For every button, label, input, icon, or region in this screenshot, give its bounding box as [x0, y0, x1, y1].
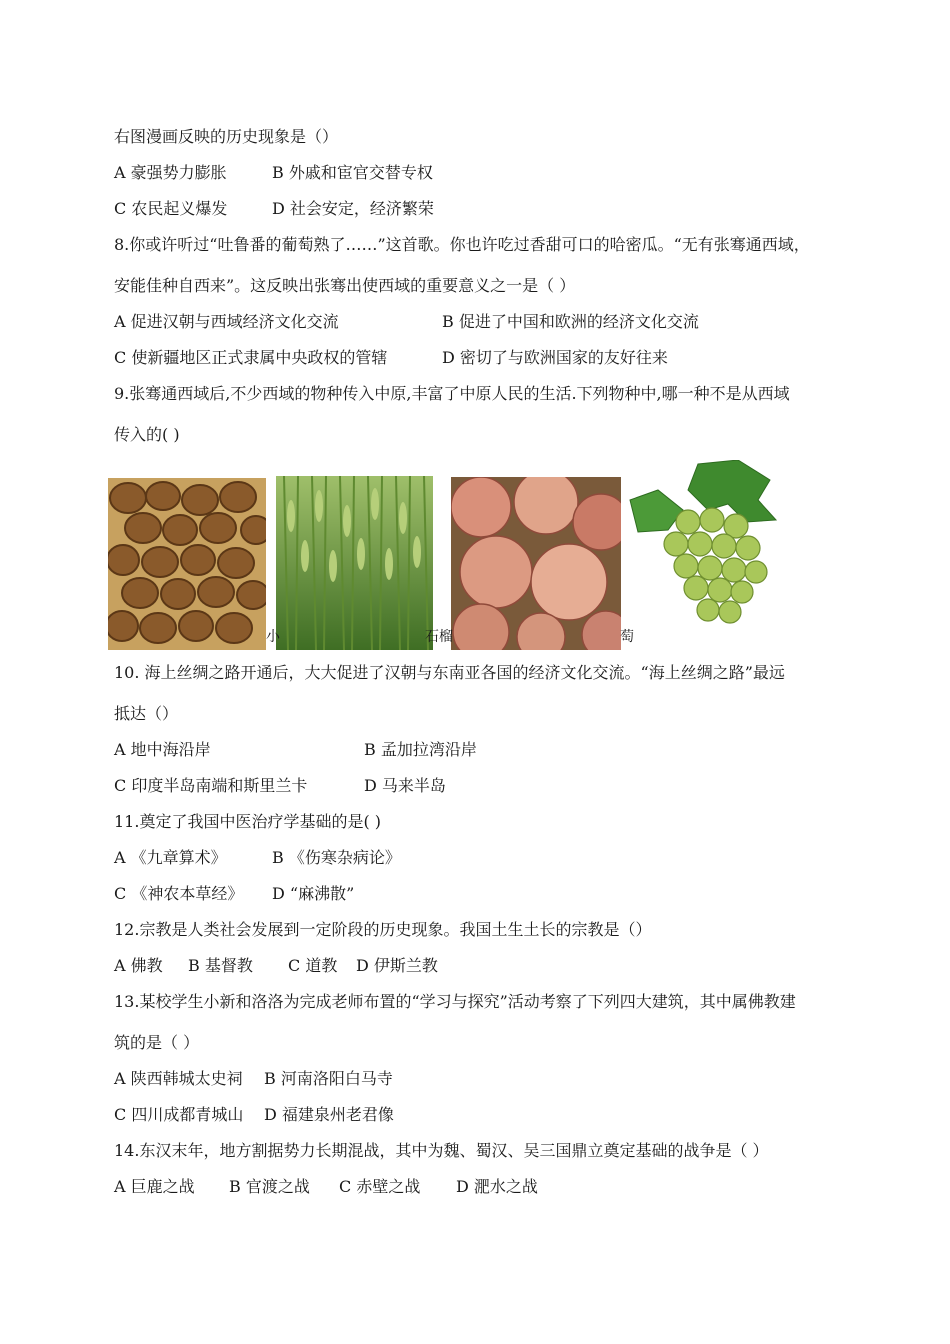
q8-option-a: A 促进汉朝与西域经济文化交流	[114, 312, 339, 331]
q10-option-d: D 马来半岛	[364, 776, 446, 795]
q8-stem-line2: 安能佳种自西来”。这反映出张骞出使西域的重要意义之一是（ ）	[114, 276, 576, 295]
q9-stem-line1: 9.张骞通西域后,不少西域的物种传入中原,丰富了中原人民的生活.下列物种中,哪一种不是从西域	[114, 384, 790, 403]
q8-option-c: C 使新疆地区正式隶属中央政权的管辖	[114, 348, 388, 367]
caption-pomegranate: 石榴	[425, 629, 453, 645]
q8-stem-line1: 8.你或许听过“吐鲁番的葡萄熟了……”这首歌。你也许吃过香甜可口的哈密瓜。“无有张骞通西域，	[114, 235, 810, 254]
q12-option-b: B 基督教	[188, 956, 253, 975]
q10-stem-line2: 抵达（）	[114, 704, 179, 723]
wheat-image	[276, 476, 433, 650]
q10-option-b: B 孟加拉湾沿岸	[364, 740, 477, 759]
q10-stem-line1: 10. 海上丝绸之路开通后，大大促进了汉朝与东南亚各国的经济文化交流。“海上丝绸之路”最远	[114, 663, 785, 682]
q10-options-2	[114, 776, 446, 796]
q11-option-b: B 《伤寒杂病论》	[272, 848, 401, 867]
q13-options-2	[114, 1105, 394, 1125]
q11-option-d: D “麻沸散”	[272, 884, 355, 903]
q13-stem-line2: 筑的是（ ）	[114, 1033, 200, 1052]
q7-option-c: C 农民起义爆发	[114, 199, 228, 218]
q14-option-d: D 淝水之战	[456, 1177, 538, 1196]
q7-options	[114, 163, 433, 183]
q12-stem: 12.宗教是人类社会发展到一定阶段的历史现象。我国土生土长的宗教是（）	[114, 920, 652, 939]
q13-option-d: D 福建泉州老君像	[264, 1105, 394, 1124]
q10-options	[114, 740, 477, 760]
caption-grape: 萄	[620, 629, 634, 645]
walnut-image	[108, 478, 266, 650]
q7-options-2	[114, 199, 434, 219]
q14-stem: 14.东汉末年，地方割据势力长期混战，其中为魏、蜀汉、吴三国鼎立奠定基础的战争是（ ）	[114, 1141, 769, 1160]
q10-option-c: C 印度半岛南端和斯里兰卡	[114, 776, 308, 795]
q8-option-b: B 促进了中国和欧洲的经济文化交流	[442, 312, 699, 331]
q12-option-a: A 佛教	[114, 956, 163, 975]
q8-options-2	[114, 348, 668, 368]
q13-options	[114, 1069, 393, 1089]
q11-stem: 11.奠定了我国中医治疗学基础的是( )	[114, 812, 382, 831]
q12-options	[114, 956, 438, 976]
q13-option-a: A 陕西韩城太史祠	[114, 1069, 243, 1088]
q7-option-a: A 豪强势力膨胀	[114, 163, 227, 182]
q14-option-c: C 赤壁之战	[339, 1177, 421, 1196]
q10-option-a: A 地中海沿岸	[114, 740, 211, 759]
q11-options	[114, 848, 401, 868]
q7-option-d: D 社会安定，经济繁荣	[272, 199, 434, 218]
q8-option-d: D 密切了与欧洲国家的友好往来	[442, 348, 668, 367]
q8-options	[114, 312, 699, 332]
q7-option-b: B 外戚和宦官交替专权	[272, 163, 433, 182]
q14-option-a: A 巨鹿之战	[114, 1177, 195, 1196]
q13-option-b: B 河南洛阳白马寺	[264, 1069, 393, 1088]
q14-options	[114, 1177, 538, 1197]
q9-stem-line2: 传入的( )	[114, 425, 180, 444]
q11-options-2	[114, 884, 354, 904]
caption-wheat: 小	[266, 629, 280, 645]
q13-option-c: C 四川成都青城山	[114, 1105, 244, 1124]
grape-image	[628, 460, 778, 632]
q11-option-c: C 《神农本草经》	[114, 884, 244, 903]
q12-option-c: C 道教	[288, 956, 338, 975]
q7-stem: 右图漫画反映的历史现象是（）	[114, 127, 339, 146]
q12-option-d: D 伊斯兰教	[356, 956, 438, 975]
pomegranate-image	[451, 477, 621, 650]
q14-option-b: B 官渡之战	[229, 1177, 310, 1196]
q13-stem-line1: 13.某校学生小新和洛洛为完成老师布置的“学习与探究”活动考察了下列四大建筑，其中属佛教建	[114, 992, 796, 1011]
q11-option-a: A 《九章算术》	[114, 848, 227, 867]
